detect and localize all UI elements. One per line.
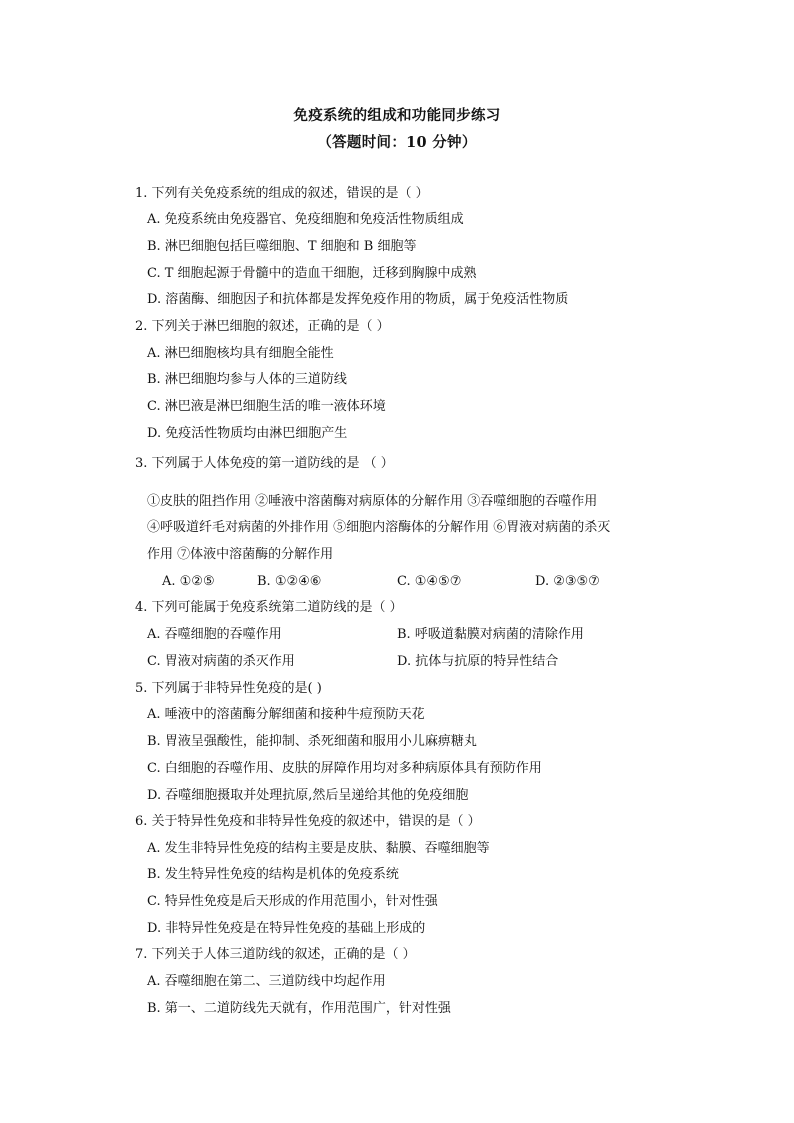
question-4-option-b: B. 呼吸道黏膜对病菌的清除作用	[397, 627, 584, 642]
question-7-option-b: B. 第一、二道防线先天就有，作用范围广，针对性强	[147, 1001, 451, 1016]
question-3-items-line-2: ④呼吸道纤毛对病菌的外排作用 ⑤细胞内溶酶体的分解作用 ⑥胃液对病菌的杀灭	[147, 520, 611, 535]
question-3-option-a: A. ①②⑤	[162, 574, 215, 589]
question-5-option-c: C. 白细胞的吞噬作用、皮肤的屏障作用均对多种病原体具有预防作用	[147, 761, 542, 776]
question-1-stem: 1. 下列有关免疫系统的组成的叙述，错误的是（ ）	[135, 186, 429, 201]
question-5-option-d: D. 吞噬细胞摄取并处理抗原,然后呈递给其他的免疫细胞	[147, 788, 469, 803]
question-5-option-b: B. 胃液呈强酸性，能抑制、杀死细菌和服用小儿麻痹糖丸	[147, 734, 477, 749]
question-7-option-a: A. 吞噬细胞在第二、三道防线中均起作用	[147, 974, 386, 989]
question-4-option-d: D. 抗体与抗原的特异性结合	[397, 654, 559, 669]
question-2-stem: 2. 下列关于淋巴细胞的叙述，正确的是（ ）	[135, 319, 390, 334]
question-3-stem: 3. 下列属于人体免疫的第一道防线的是 （ ）	[135, 456, 394, 471]
document-subtitle: （答题时间：10 分钟）	[317, 134, 477, 151]
question-2-option-d: D. 免疫活性物质均由淋巴细胞产生	[147, 426, 348, 441]
question-6-option-b: B. 发生特异性免疫的结构是机体的免疫系统	[147, 867, 399, 882]
question-2-option-a: A. 淋巴细胞核均具有细胞全能性	[147, 346, 334, 361]
question-3-items-line-3: 作用 ⑦体液中溶菌酶的分解作用	[147, 547, 334, 562]
question-1-option-c: C. T 细胞起源于骨髓中的造血干细胞，迁移到胸腺中成熟	[147, 266, 477, 281]
question-3-option-c: C. ①④⑤⑦	[397, 574, 462, 589]
question-6-option-d: D. 非特异性免疫是在特异性免疫的基础上形成的	[147, 921, 426, 936]
question-2-option-b: B. 淋巴细胞均参与人体的三道防线	[147, 372, 347, 387]
question-3-option-b: B. ①②④⑥	[257, 574, 322, 589]
question-4-option-c: C. 胃液对病菌的杀灭作用	[147, 654, 295, 669]
question-5-option-a: A. 唾液中的溶菌酶分解细菌和接种牛痘预防天花	[147, 707, 425, 722]
question-5-stem: 5. 下列属于非特异性免疫的是( )	[135, 681, 322, 696]
question-6-option-c: C. 特异性免疫是后天形成的作用范围小，针对性强	[147, 894, 438, 909]
question-1-option-a: A. 免疫系统由免疫器官、免疫细胞和免疫活性物质组成	[147, 212, 464, 227]
question-4-option-a: A. 吞噬细胞的吞噬作用	[147, 627, 282, 642]
question-4-stem: 4. 下列可能属于免疫系统第二道防线的是（ ）	[135, 600, 403, 615]
document-title: 免疫系统的组成和功能同步练习	[293, 107, 501, 124]
question-2-option-c: C. 淋巴液是淋巴细胞生活的唯一液体环境	[147, 399, 386, 414]
question-1-option-d: D. 溶菌酶、细胞因子和抗体都是发挥免疫作用的物质，属于免疫活性物质	[147, 292, 569, 307]
question-3-option-d: D. ②③⑤⑦	[535, 574, 600, 589]
question-3-items-line-1: ①皮肤的阻挡作用 ②唾液中溶菌酶对病原体的分解作用 ③吞噬细胞的吞噬作用	[147, 494, 598, 509]
question-1-option-b: B. 淋巴细胞包括巨噬细胞、T 细胞和 B 细胞等	[147, 239, 417, 254]
question-7-stem: 7. 下列关于人体三道防线的叙述，正确的是（ ）	[135, 947, 416, 962]
question-6-option-a: A. 发生非特异性免疫的结构主要是皮肤、黏膜、吞噬细胞等	[147, 841, 490, 856]
question-6-stem: 6. 关于特异性免疫和非特异性免疫的叙述中，错误的是（ ）	[135, 814, 481, 829]
